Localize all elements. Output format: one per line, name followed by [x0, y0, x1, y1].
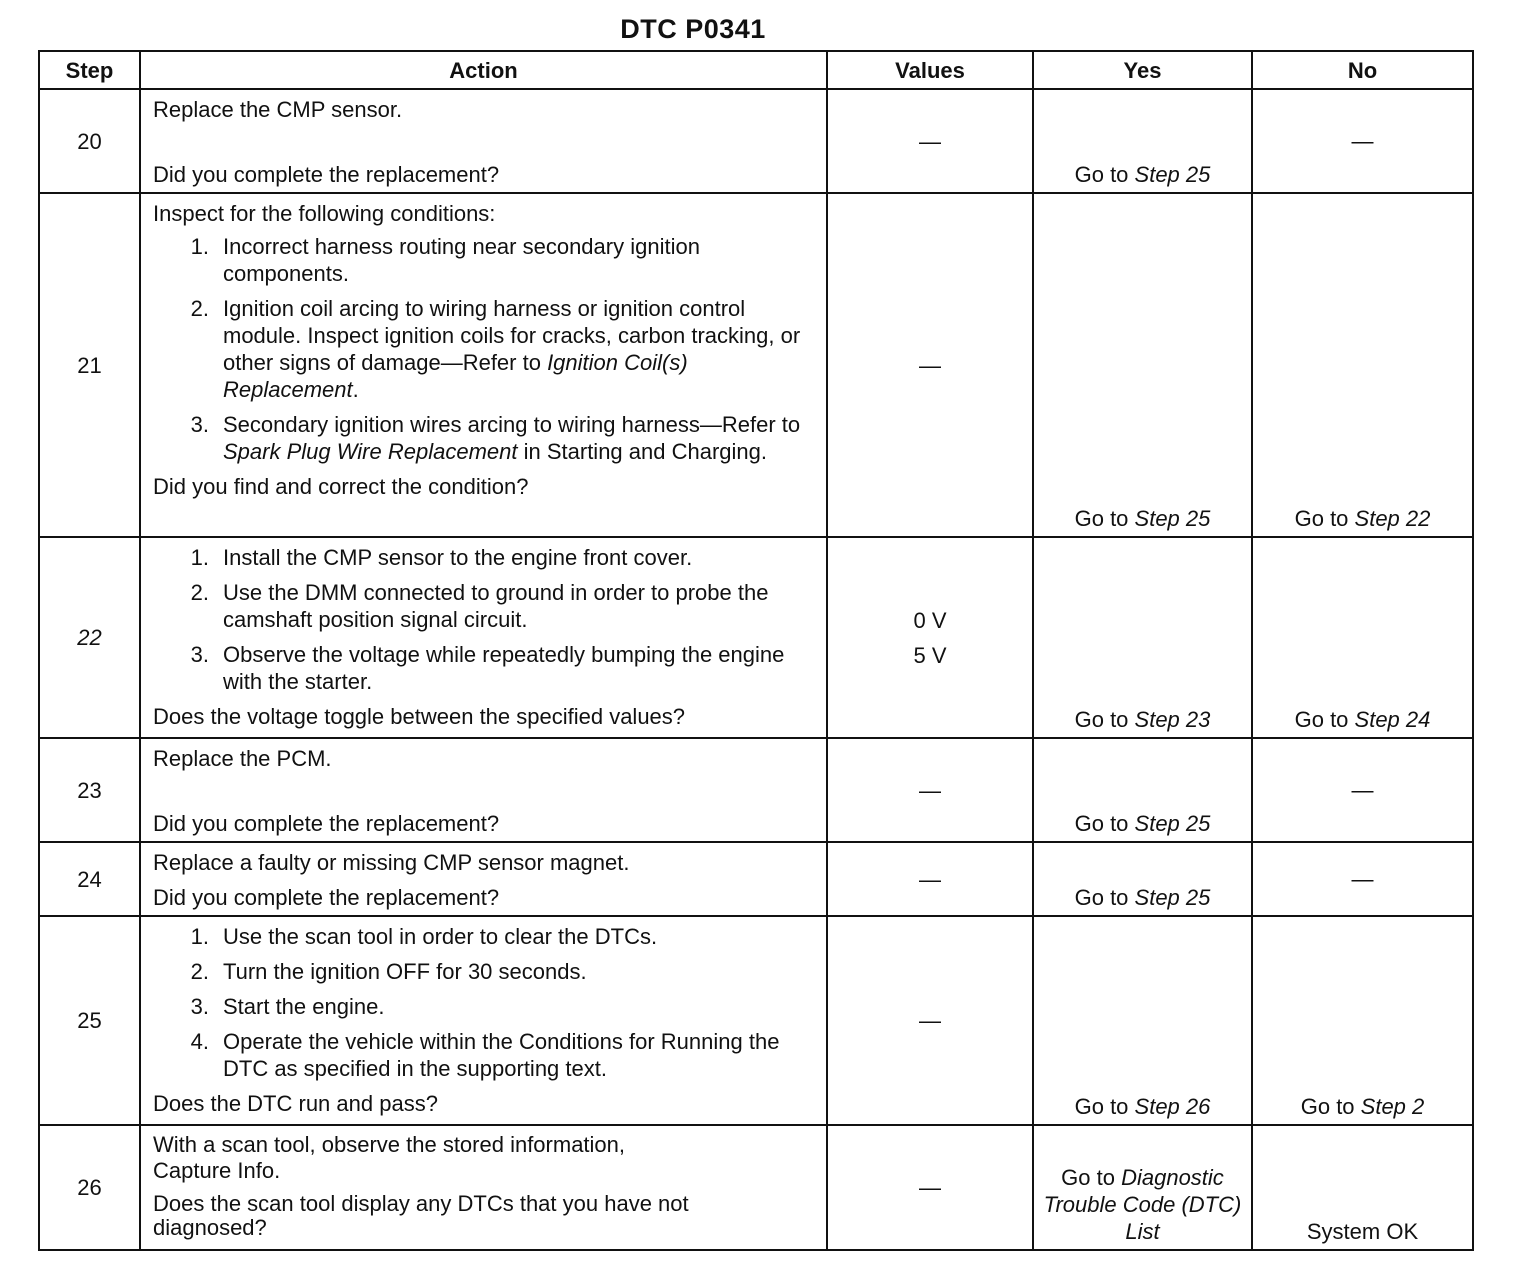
- action-cell: [140, 738, 827, 842]
- header-step: Step: [39, 51, 140, 89]
- action-intro: Inspect for the following conditions:: [153, 201, 496, 226]
- no-value: System OK: [1306, 1219, 1419, 1244]
- no-cell: [1252, 842, 1473, 916]
- step-number: 24: [39, 842, 140, 916]
- no-cell: [1252, 738, 1473, 842]
- no-cell: [1252, 1125, 1473, 1250]
- table-row-step-25: [39, 916, 1473, 1125]
- table-row-step-24: [39, 842, 1473, 916]
- action-cell: [140, 537, 827, 738]
- yes-step-link[interactable]: Step 25: [1134, 162, 1211, 187]
- action-cell: [140, 1125, 827, 1250]
- list-item: 4. Operate the vehicle within the Conditions for Running the DTC as specified in the supporting text.: [190, 1029, 780, 1081]
- yes-cell: Go to Step 25: [1033, 193, 1252, 537]
- list-item: 2. Ignition coil arcing to wiring harness or ignition control module. Inspect ignition coils for cracks, carbon tracking, or other signs of damage—Refer to Ignition Coil(s) Replacement.: [190, 296, 801, 402]
- action-question: Did you complete the replacement?: [153, 811, 500, 836]
- value-high: 5 V: [913, 642, 947, 668]
- table-row-step-20: [39, 89, 1473, 193]
- yes-step-link[interactable]: Step 25: [1134, 506, 1211, 531]
- header-no: No: [1252, 51, 1473, 89]
- step-number: 23: [39, 738, 140, 842]
- no-cell: Go to Step 22: [1252, 193, 1473, 537]
- yes-cell: [1033, 89, 1252, 193]
- list-item: 1. Incorrect harness routing near secondary ignition components.: [190, 234, 700, 286]
- spark-plug-wire-link[interactable]: Spark Plug Wire Replacement: [223, 439, 518, 464]
- values-cell: —: [827, 916, 1033, 1125]
- table-row-step-23: [39, 738, 1473, 842]
- action-cell: [140, 193, 827, 537]
- no-step-link[interactable]: Step 2: [1360, 1094, 1425, 1119]
- page-title: DTC P0341: [620, 14, 766, 44]
- yes-step-link[interactable]: Step 26: [1134, 1094, 1211, 1119]
- list-item: 3. Observe the voltage while repeatedly bumping the engine with the starter.: [190, 642, 785, 694]
- yes-cell: Go to Step 25: [1033, 738, 1252, 842]
- no-cell: Go to Step 2: [1252, 916, 1473, 1125]
- list-item: 2. Use the DMM connected to ground in order to probe the camshaft position signal circuit.: [190, 580, 769, 632]
- action-cell: [140, 842, 827, 916]
- values-cell: —: [827, 89, 1033, 193]
- action-cell: [140, 89, 827, 193]
- action-question: Does the scan tool display any DTCs that you have not diagnosed?: [153, 1191, 689, 1240]
- step-number: 26: [39, 1125, 140, 1250]
- action-cell: [140, 916, 827, 1125]
- no-value: —: [1351, 128, 1374, 154]
- no-cell: Go to Step 24: [1252, 537, 1473, 738]
- table-header-row: [39, 51, 1473, 89]
- list-item: 3. Secondary ignition wires arcing to wiring harness—Refer to Spark Plug Wire Replacement in Starting and Charging.: [190, 412, 801, 464]
- step-number: 21: [39, 193, 140, 537]
- yes-cell: Go to Step 26: [1033, 916, 1252, 1125]
- no-value: —: [1351, 777, 1374, 803]
- no-cell: [1252, 89, 1473, 193]
- table-row-step-26: [39, 1125, 1473, 1250]
- no-value: —: [1351, 866, 1374, 892]
- list-item: 3. Start the engine.: [190, 994, 385, 1019]
- values-cell: —: [827, 842, 1033, 916]
- list-item: 2. Turn the ignition OFF for 30 seconds.: [190, 959, 587, 984]
- step-number: 25: [39, 916, 140, 1125]
- action-question: Does the voltage toggle between the specified values?: [153, 704, 686, 729]
- yes-step-link[interactable]: Step 23: [1134, 707, 1211, 732]
- yes-step-link[interactable]: Step 25: [1134, 885, 1211, 910]
- yes-cell: Go to Step 25: [1033, 842, 1252, 916]
- ignition-coil-link[interactable]: Ignition Coil(s) Replacement: [223, 350, 688, 402]
- step-number: 20: [39, 89, 140, 193]
- values-cell: —: [827, 738, 1033, 842]
- action-intro: Replace the PCM.: [153, 746, 332, 771]
- header-action: Action: [140, 51, 827, 89]
- action-question: Did you complete the replacement?: [153, 162, 500, 187]
- table-row-step-22: [39, 537, 1473, 738]
- list-item: 1. Install the CMP sensor to the engine front cover.: [190, 545, 693, 570]
- yes-step-link[interactable]: Step 25: [1134, 811, 1211, 836]
- yes-cell: Go to Step 23: [1033, 537, 1252, 738]
- table-row-step-21: [39, 193, 1473, 537]
- dtc-list-link[interactable]: Diagnostic Trouble Code (DTC) List: [1043, 1165, 1242, 1244]
- step-number: 22: [39, 537, 140, 738]
- header-yes: Yes: [1033, 51, 1252, 89]
- action-intro: With a scan tool, observe the stored information, Capture Info.: [153, 1132, 626, 1183]
- values-cell: —: [827, 1125, 1033, 1250]
- values-cell: —: [827, 193, 1033, 537]
- yes-prefix: Go to: [1074, 162, 1135, 187]
- action-question: Does the DTC run and pass?: [153, 1091, 438, 1116]
- action-question: Did you find and correct the condition?: [153, 474, 529, 499]
- header-values: Values: [827, 51, 1033, 89]
- diagnostic-table: [38, 50, 1474, 1251]
- values-cell: [827, 537, 1033, 738]
- action-intro: Replace a faulty or missing CMP sensor magnet.: [153, 850, 630, 875]
- no-step-link[interactable]: Step 24: [1354, 707, 1431, 732]
- list-item: 1. Use the scan tool in order to clear the DTCs.: [190, 924, 658, 949]
- no-step-link[interactable]: Step 22: [1354, 506, 1431, 531]
- action-intro: Replace the CMP sensor.: [153, 97, 403, 122]
- yes-cell: Go to Diagnostic Trouble Code (DTC) List: [1033, 1125, 1252, 1250]
- value-low: 0 V: [913, 607, 947, 633]
- action-question: Did you complete the replacement?: [153, 885, 500, 910]
